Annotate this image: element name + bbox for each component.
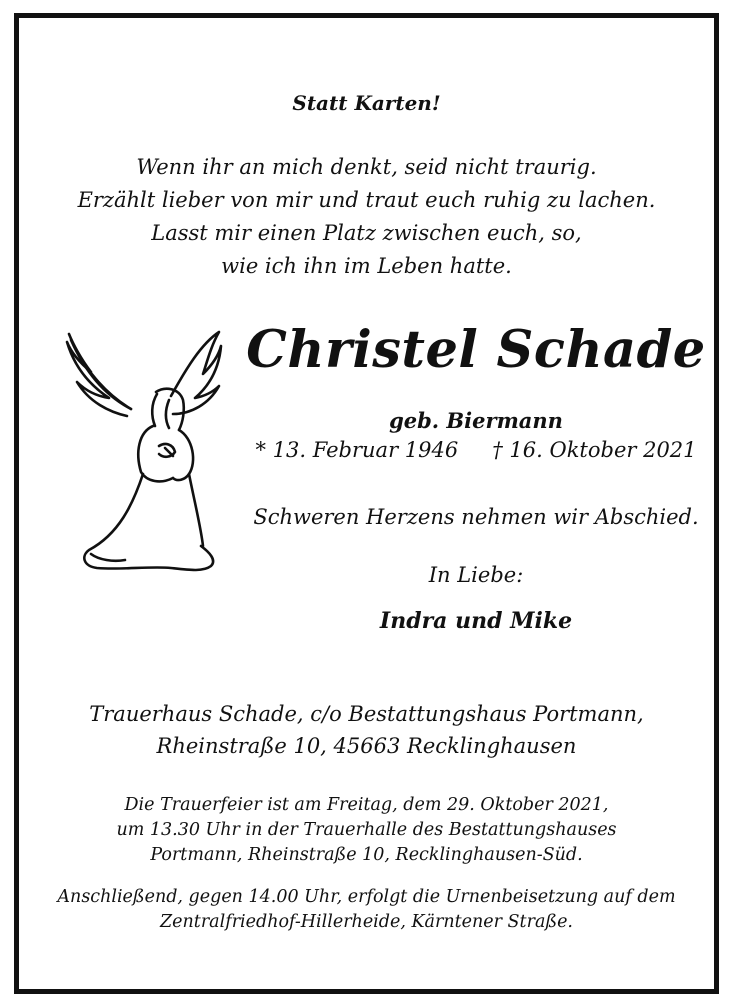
address xyxy=(19,698,714,762)
deceased-name: Christel Schade xyxy=(246,320,706,380)
angel-icon xyxy=(61,314,226,584)
mourners: Indra und Mike xyxy=(379,608,573,634)
funeral-line: um 13.30 Uhr in der Trauerhalle des Bestattungshauses xyxy=(116,820,617,840)
poem-line: wie ich ihn im Leben hatte. xyxy=(221,254,512,278)
poem xyxy=(19,151,714,283)
address-line: Rheinstraße 10, 45663 Recklinghausen xyxy=(156,734,577,758)
burial-line: Zentralfriedhof-Hillerheide, Kärntener Straße. xyxy=(160,912,573,932)
birth-date: * 13. Februar 1946 xyxy=(255,438,459,462)
poem-line: Erzählt lieber von mir und traut euch ruhig zu lachen. xyxy=(77,188,656,212)
intro-heading: Statt Karten! xyxy=(292,91,441,115)
farewell-text: Schweren Herzens nehmen wir Abschied. xyxy=(253,505,699,529)
maiden-name: geb. Biermann xyxy=(389,408,563,433)
poem-line: Wenn ihr an mich denkt, seid nicht traurig. xyxy=(136,155,597,179)
notice-frame xyxy=(14,13,719,994)
love-label: In Liebe: xyxy=(428,563,524,587)
burial-info xyxy=(19,885,714,935)
address-line: Trauerhaus Schade, c/o Bestattungshaus Portmann, xyxy=(89,702,644,726)
funeral-line: Die Trauerfeier ist am Freitag, dem 29. Oktober 2021, xyxy=(124,795,609,815)
funeral-info xyxy=(19,793,714,868)
poem-line: Lasst mir einen Platz zwischen euch, so, xyxy=(151,221,582,245)
funeral-line: Portmann, Rheinstraße 10, Recklinghausen-Süd. xyxy=(150,845,583,865)
life-dates xyxy=(241,438,711,462)
burial-line: Anschließend, gegen 14.00 Uhr, erfolgt die Urnenbeisetzung auf dem xyxy=(57,887,676,907)
death-date: † 16. Oktober 2021 xyxy=(492,438,697,462)
